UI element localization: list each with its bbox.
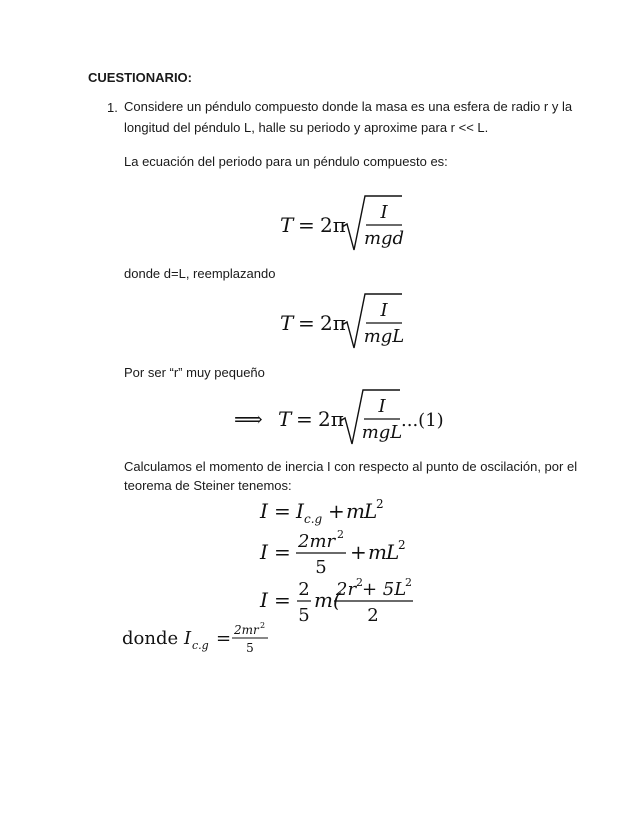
question-line-1: Considere un péndulo compuesto donde la masa es una esfera de radio r y la — [124, 99, 573, 114]
eq4-L: L — [364, 499, 378, 523]
eq6-lhs: I — [260, 588, 268, 612]
eq3-equals: = — [296, 407, 313, 431]
eq6-equals: = — [274, 588, 291, 612]
eq3-lhs: T — [278, 407, 292, 431]
eq3-num: I — [378, 396, 386, 417]
eq4-plus: + — [328, 499, 345, 523]
eq2-den: mgL — [363, 326, 405, 347]
eq2-num: I — [380, 300, 388, 321]
eq1-equals: = — [298, 213, 315, 237]
eq7-word: donde — [122, 628, 179, 649]
eq5-den: 5 — [315, 557, 327, 578]
section-heading: CUESTIONARIO: — [88, 70, 192, 85]
steiner-equation — [260, 494, 400, 532]
period-equation-L — [280, 292, 420, 358]
eq7-I: I — [184, 628, 192, 649]
eq5-L: L — [386, 540, 400, 564]
eq6-m: m( — [314, 588, 341, 612]
eq4-exp: 2 — [376, 497, 384, 511]
eq3-den: mgL — [361, 422, 403, 443]
eq1-num: I — [380, 202, 388, 223]
eq6-num-b: + 5L — [362, 579, 407, 600]
question-line-2: longitud del péndulo L, halle su periodo y aproxime para r << L. — [124, 120, 489, 135]
eq2-lhs: T — [280, 311, 294, 335]
eq1-den: mgd — [363, 228, 405, 249]
step-2-text: donde d=L, reemplazando — [124, 266, 276, 281]
eq3-coef: 2π — [318, 407, 344, 431]
eq6-frac-num: 2 — [298, 579, 310, 600]
eq2-equals: = — [298, 311, 315, 335]
eq5-lhs: I — [260, 540, 268, 564]
eq6-frac-den: 5 — [298, 605, 310, 626]
eq7-num: 2mr — [234, 623, 259, 637]
eq6-num-a: 2r — [336, 579, 357, 600]
eq5-plus: + — [350, 540, 367, 564]
step-3-text: Por ser “r” muy pequeño — [124, 365, 265, 380]
eq5-num-exp: 2 — [337, 528, 344, 541]
eq2-coef: 2π — [320, 311, 346, 335]
eq5-num: 2mr — [298, 531, 336, 552]
intro-text: La ecuación del periodo para un péndulo compuesto es: — [124, 154, 448, 169]
eq1-coef: 2π — [320, 213, 346, 237]
eq5-equals: = — [274, 540, 291, 564]
eq3-tag: ...(1) — [401, 410, 444, 431]
eq6-num-b-exp: 2 — [405, 576, 412, 589]
eq1-lhs: T — [280, 213, 294, 237]
list-item-number: 1. — [107, 100, 118, 115]
eq4-equals: = — [274, 499, 291, 523]
eq7-num-exp: 2 — [260, 621, 266, 630]
eq4-I: I — [296, 499, 304, 523]
eq7-sub: c.g — [192, 639, 209, 652]
period-equation-d — [280, 194, 420, 260]
step-4-line-2: teorema de Steiner tenemos: — [124, 478, 292, 493]
eq4-m: m — [346, 499, 365, 523]
step-4-line-1: Calculamos el momento de inercia I con respecto al punto de oscilación, por el — [124, 459, 578, 474]
eq7-den: 5 — [246, 641, 254, 655]
eq5-m: m — [368, 540, 387, 564]
eq5-exp: 2 — [398, 538, 406, 552]
eq4-sub: c.g — [304, 512, 323, 526]
eq4-lhs: I — [260, 499, 268, 523]
eq3-implies: ⟹ — [234, 407, 263, 431]
center-mass-inertia-note — [122, 620, 292, 664]
eq7-equals: = — [216, 628, 232, 649]
eq6-num-a-exp: 2 — [356, 576, 363, 589]
period-equation-1 — [234, 388, 444, 454]
eq6-den: 2 — [367, 605, 379, 626]
